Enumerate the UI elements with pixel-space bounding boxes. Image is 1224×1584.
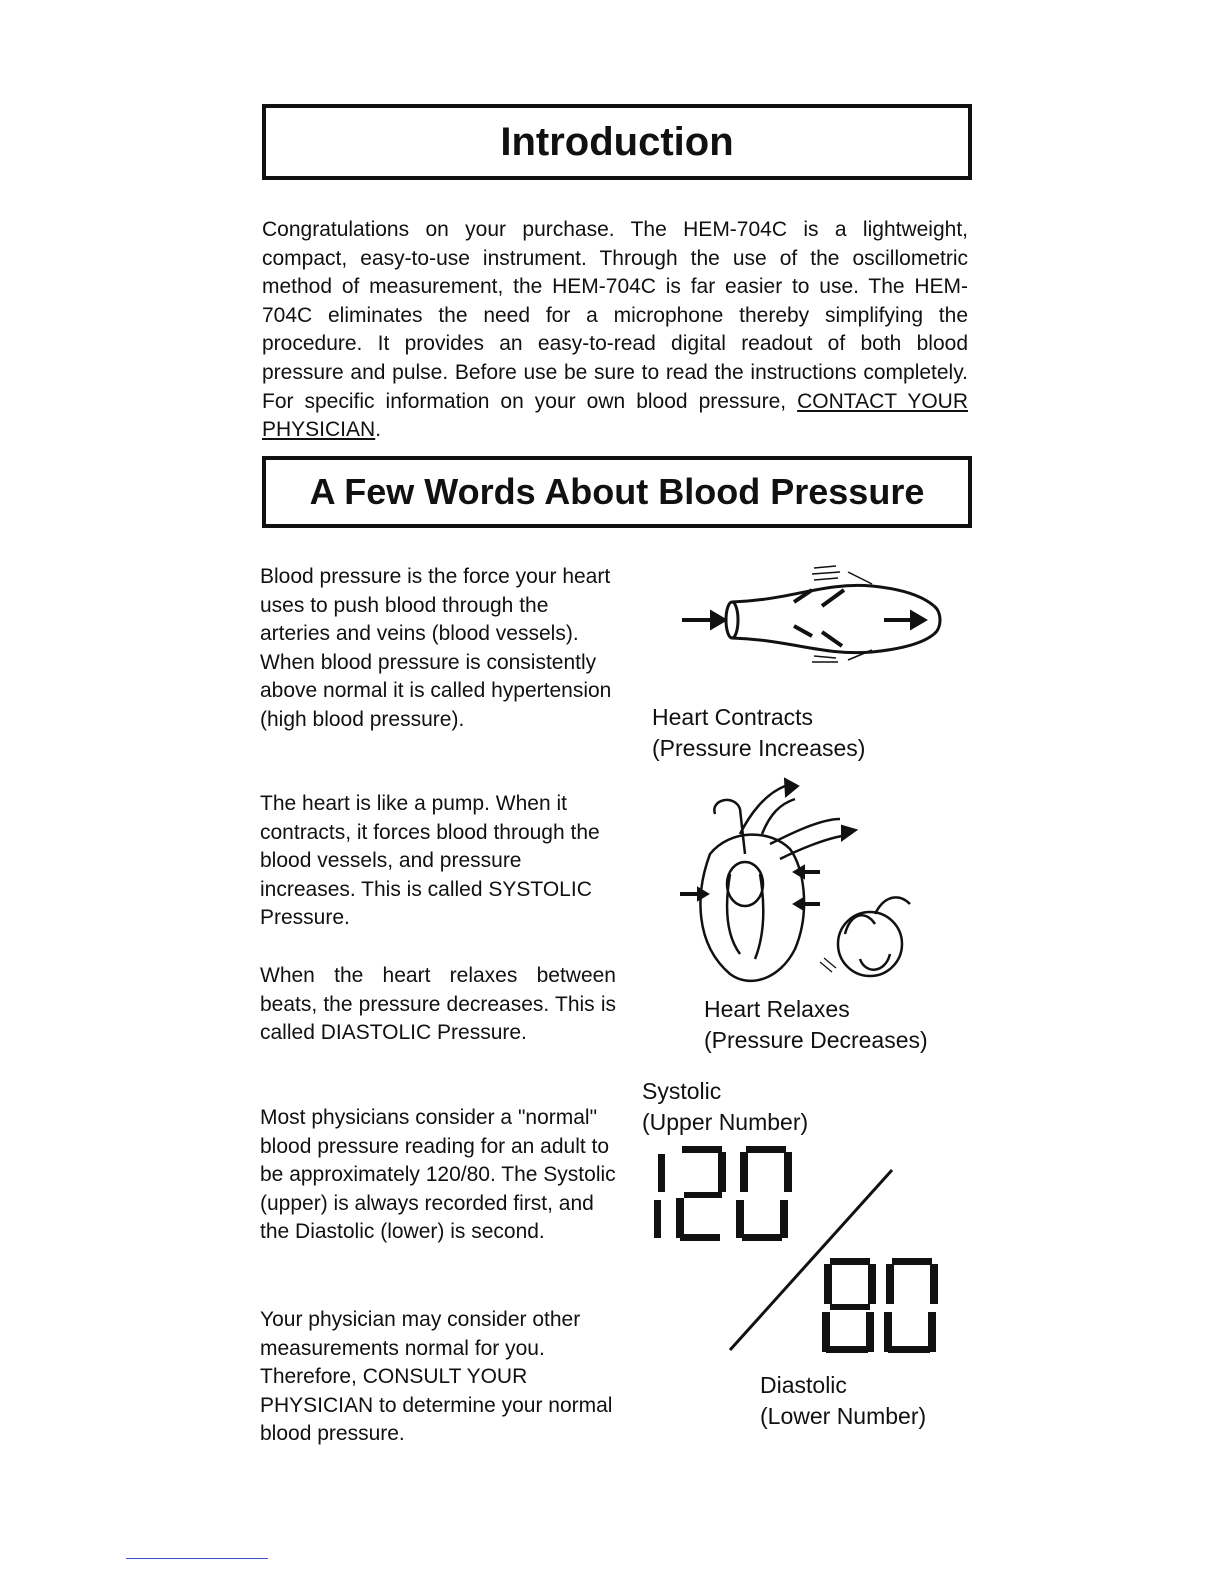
contact-physician-text: CONTACT YOUR PHYSICIAN bbox=[262, 389, 968, 442]
introduction-heading: Introduction bbox=[500, 119, 734, 164]
digit-5-segment-upper-left bbox=[886, 1264, 894, 1304]
caption-heart-contracts-line1: Heart Contracts bbox=[652, 704, 814, 730]
digit-3-segment-upper-right bbox=[784, 1152, 792, 1192]
bottom-rule bbox=[126, 1558, 268, 1559]
digit-3-segment-bottom bbox=[742, 1234, 782, 1241]
digit-3-segment-lower-left bbox=[736, 1200, 744, 1238]
paragraph-definition: Blood pressure is the force your heart uses to push blood through the arteries and veins (blood vessels). When blood pressure is consistently above normal it is called hypertension (high blood pressure). bbox=[260, 565, 612, 731]
caption-diastolic bbox=[760, 1370, 926, 1432]
digit-4-segment-upper-right bbox=[868, 1264, 876, 1304]
caption-heart-contracts bbox=[652, 702, 865, 764]
digit-3-segment-lower-right bbox=[780, 1200, 788, 1238]
digit-5-segment-bottom bbox=[888, 1346, 930, 1353]
digit-4-segment-top bbox=[830, 1258, 870, 1265]
paragraph-normal-reading: Most physicians consider a "normal" blood pressure reading for an adult to be approximately 120/80. The Systolic (upper) is always recorded first, and the Diastolic (lower) is second. bbox=[260, 1106, 616, 1244]
digit-2-segment-top bbox=[682, 1146, 722, 1153]
introduction-paragraph bbox=[262, 216, 968, 445]
digit-1-segment-top bbox=[658, 1154, 665, 1192]
paragraph-consult-physician: Your physician may consider other measurements normal for you. Therefore, CONSULT YOUR PHYSICIAN to determine your normal blood pressure. bbox=[260, 1308, 613, 1446]
blood-pressure-heading-box bbox=[262, 456, 972, 528]
systolic-digits bbox=[654, 1146, 792, 1241]
diastolic-digits bbox=[822, 1258, 938, 1353]
digit-1-segment-bottom bbox=[654, 1200, 661, 1238]
digit-2-segment-bottom bbox=[680, 1234, 720, 1241]
caption-diastolic-line2: (Lower Number) bbox=[760, 1403, 927, 1429]
digit-5-segment-upper-right bbox=[930, 1264, 938, 1304]
caption-systolic bbox=[642, 1076, 808, 1138]
caption-heart-relaxes-line1: Heart Relaxes bbox=[704, 996, 850, 1022]
caption-heart-contracts-line2: (Pressure Increases) bbox=[652, 735, 866, 761]
digit-2-segment-middle bbox=[684, 1192, 722, 1198]
blood-vessel-illustration bbox=[672, 560, 952, 670]
blood-pressure-heading: A Few Words About Blood Pressure bbox=[309, 471, 925, 512]
caption-systolic-line1: Systolic bbox=[642, 1078, 722, 1104]
caption-heart-relaxes bbox=[704, 994, 928, 1056]
digit-3-segment-upper-left bbox=[740, 1152, 748, 1192]
blood-pressure-reading-display bbox=[640, 1140, 950, 1370]
introduction-end: . bbox=[375, 418, 382, 442]
paragraph-diastolic: When the heart relaxes between beats, the pressure decreases. This is called DIASTOLIC Pressure. bbox=[260, 964, 616, 1045]
caption-systolic-line2: (Upper Number) bbox=[642, 1109, 809, 1135]
introduction-text: Congratulations on your purchase. The HEM-704C is a lightweight, compact, easy-to-use instrument. Through the use of the oscillometric method of measurement, the HEM-704C is far easier to use. The HEM-704C eliminates the need for a microphone thereby simplifying the procedure. It provides an easy-to-read digital readout of both blood pressure and pulse. Before use be sure to read the instructions completely. For specific information on your own blood pressure, bbox=[262, 218, 968, 413]
digit-2-segment-lower-left bbox=[676, 1198, 684, 1238]
digit-3-segment-top bbox=[746, 1146, 786, 1153]
digit-2-segment-upper-right bbox=[718, 1152, 726, 1192]
caption-diastolic-line1: Diastolic bbox=[760, 1372, 847, 1398]
heart-illustration bbox=[670, 774, 940, 994]
caption-heart-relaxes-line2: (Pressure Decreases) bbox=[704, 1027, 928, 1053]
introduction-heading-box bbox=[262, 104, 972, 180]
digit-4-segment-middle bbox=[830, 1304, 870, 1310]
paragraph-systolic: The heart is like a pump. When it contracts, it forces blood through the blood vessels, and pressure increases. This is called SYSTOLIC Pressure. bbox=[260, 792, 600, 930]
digit-5-segment-top bbox=[892, 1258, 932, 1265]
digit-4-segment-bottom bbox=[826, 1346, 868, 1353]
digit-4-segment-upper-left bbox=[824, 1264, 832, 1304]
